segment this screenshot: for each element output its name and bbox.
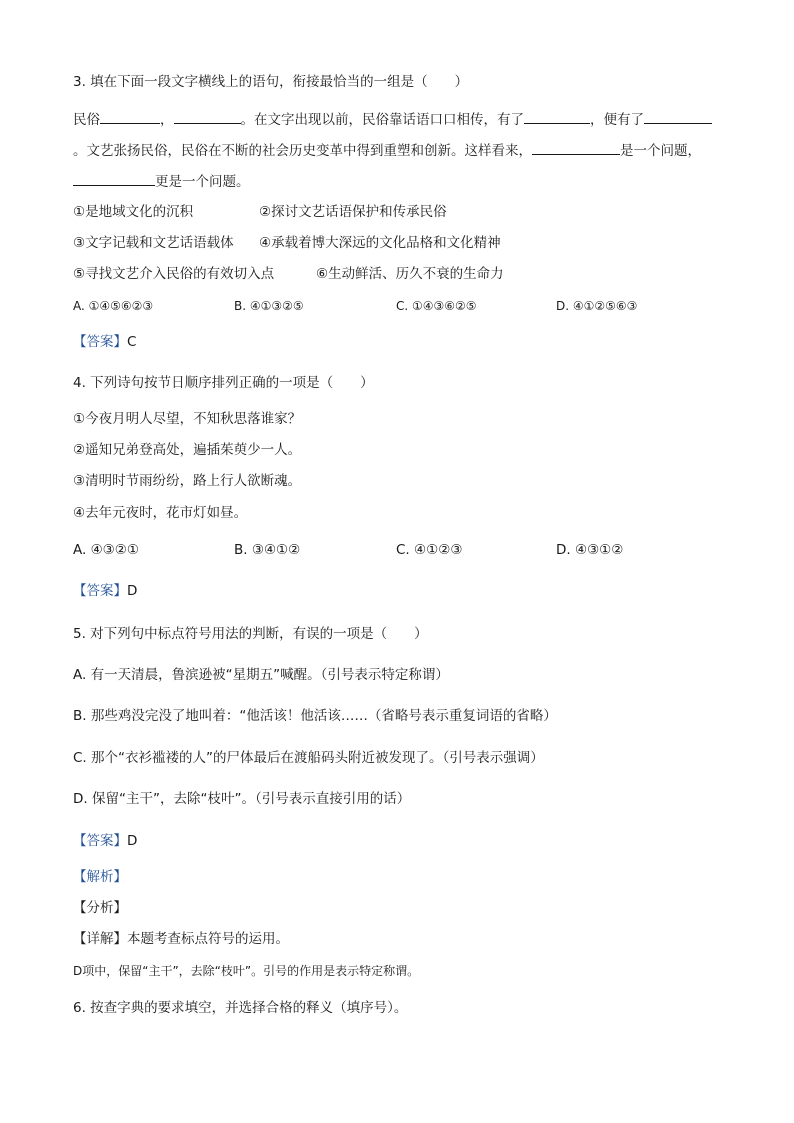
q4-line-1: ①今夜月明人尽望，不知秋思落谁家？ xyxy=(73,411,302,427)
blank-1 xyxy=(100,110,160,124)
q4-line-3: ③清明时节雨纷纷，路上行人欲断魂。 xyxy=(73,473,302,489)
q3-item-6: ⑥生动鲜活、历久不衰的生命力 xyxy=(316,266,504,282)
blank-4 xyxy=(644,110,712,124)
q3-stem: 3. 填在下面一段文字横线上的语句，衔接最恰当的一组是（ ） xyxy=(73,74,469,90)
detail-text: 本题考查标点符号的运用。 xyxy=(127,931,289,947)
q4-stem: 4. 下列诗句按节日顺序排列正确的一项是（ ） xyxy=(73,375,374,391)
fenxi-tag: 【分析】 xyxy=(73,900,127,916)
q5-detail xyxy=(73,930,289,948)
q5-option-a: A. 有一天清晨，鲁滨逊被“星期五”喊醒。（引号表示特定称谓） xyxy=(73,667,449,683)
q3-text: 。文艺张扬民俗，民俗在不断的社会历史变革中得到重塑和创新。这样看来， xyxy=(73,143,532,159)
q5-stem: 5. 对下列句中标点符号用法的判断，有误的一项是（ ） xyxy=(73,626,428,642)
q4-line-4: ④去年元夜时，花市灯如昼。 xyxy=(73,505,248,521)
q3-item-5: ⑤寻找文艺介入民俗的有效切入点 xyxy=(73,266,275,282)
q6-stem: 6. 按查字典的要求填空，并选择合格的释义（填序号）。 xyxy=(73,1000,408,1016)
answer-value: D xyxy=(127,833,138,849)
q3-passage-line-3 xyxy=(73,172,250,191)
q4-line-2: ②遥知兄弟登高处，遍插茱萸少一人。 xyxy=(73,442,302,458)
detail-tag: 【详解】 xyxy=(73,931,127,947)
q4-option-d: D. ④③①② xyxy=(556,542,624,558)
q3-option-b: B. ④①③②⑤ xyxy=(234,299,304,313)
answer-tag: 【答案】 xyxy=(73,334,127,350)
q5-option-c: C. 那个“衣衫褴褛的人”的尸体最后在渡船码头附近被发现了。（引号表示强调） xyxy=(73,750,544,766)
q3-text: ， xyxy=(160,112,174,128)
analysis-tag: 【解析】 xyxy=(73,869,127,885)
q5-explain: D项中，保留“主干”，去除“枝叶”。引号的作用是表示特定称谓。 xyxy=(73,964,420,978)
q5-option-b: B. 那些鸡没完没了地叫着：“他活该！他活该……（省略号表示重复词语的省略） xyxy=(73,708,557,724)
q3-option-a: A. ①④⑤⑥②③ xyxy=(73,299,154,313)
q3-option-c: C. ①④③⑥②⑤ xyxy=(396,299,477,313)
q4-option-c: C. ④①②③ xyxy=(396,542,463,558)
q3-item-2: ②探讨文艺话语保护和传承民俗 xyxy=(259,204,447,220)
q5-answer xyxy=(73,832,137,850)
blank-5 xyxy=(532,141,620,155)
answer-tag: 【答案】 xyxy=(73,833,127,849)
q3-text: 是一个问题， xyxy=(620,143,701,159)
q3-text: ，便有了 xyxy=(590,112,644,128)
q3-text: 。在文字出现以前，民俗靠话语口口相传，有了 xyxy=(240,112,524,128)
q3-item-3: ③文字记载和文艺话语载体 xyxy=(73,235,234,251)
q3-text: 更是一个问题。 xyxy=(155,174,250,190)
answer-value: C xyxy=(127,334,137,350)
blank-3 xyxy=(524,110,590,124)
q4-option-b: B. ③④①② xyxy=(234,542,301,558)
answer-value: D xyxy=(127,583,138,599)
blank-2 xyxy=(174,110,241,124)
answer-tag: 【答案】 xyxy=(73,583,127,599)
q3-passage-line-2 xyxy=(73,141,701,160)
q5-option-d: D. 保留“主干”，去除“枝叶”。（引号表示直接引用的话） xyxy=(73,791,411,807)
q3-passage-line-1 xyxy=(73,110,712,129)
blank-6 xyxy=(73,172,155,186)
q4-answer xyxy=(73,582,137,600)
q3-item-4: ④承载着博大深远的文化品格和文化精神 xyxy=(259,235,501,251)
q3-answer xyxy=(73,333,136,351)
q3-item-1: ①是地域文化的沉积 xyxy=(73,204,194,220)
q3-option-d: D. ④①②⑤⑥③ xyxy=(556,299,638,313)
q4-option-a: A. ④③②① xyxy=(73,542,139,558)
q3-text: 民俗 xyxy=(73,112,100,128)
